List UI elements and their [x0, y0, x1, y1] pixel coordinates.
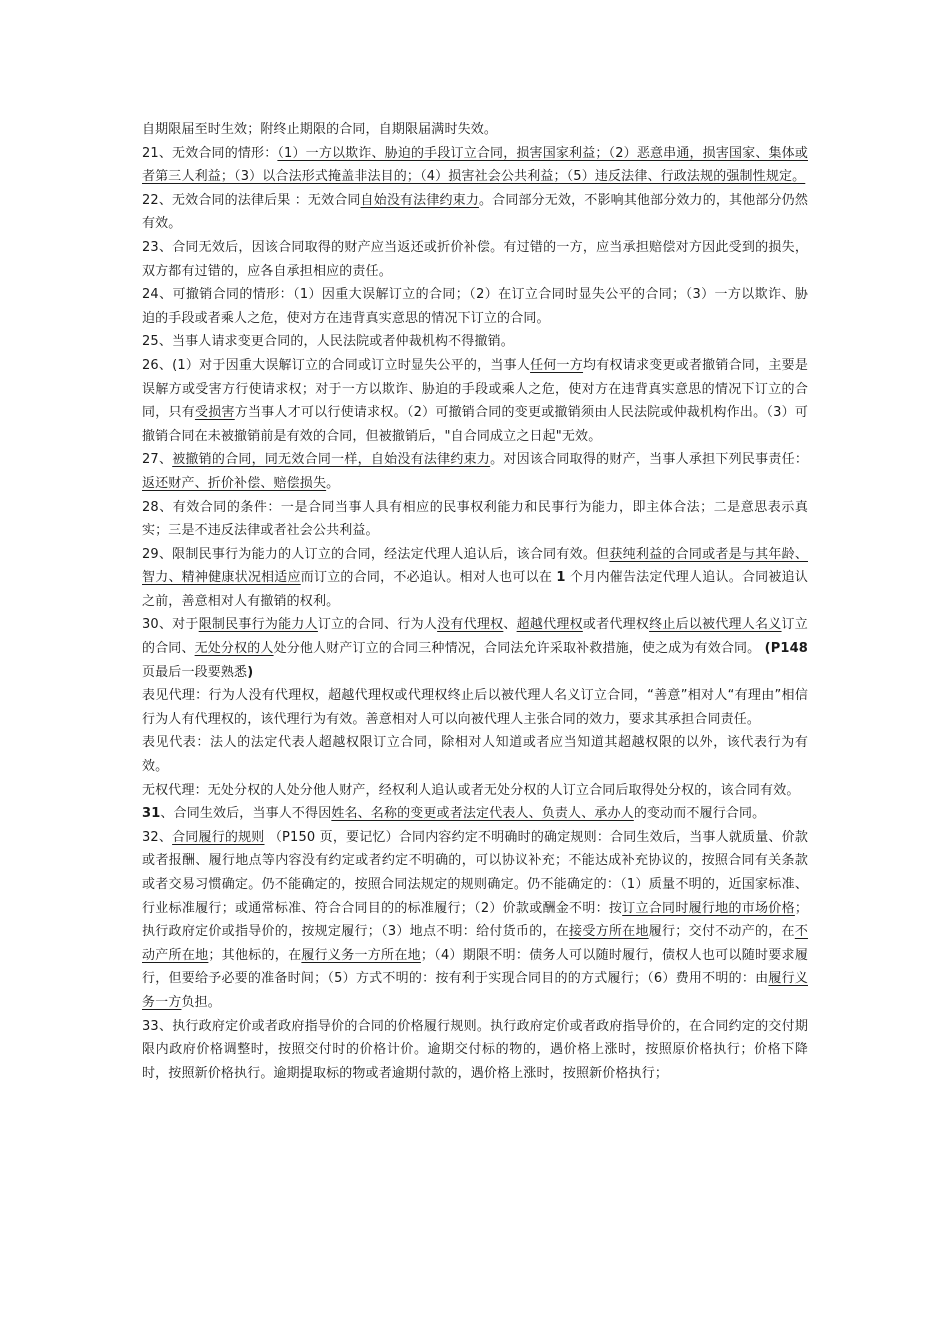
underlined-text: 超越代理权 — [516, 617, 583, 633]
text-run: 页最后一段要熟悉 — [142, 664, 248, 680]
text-run: 、合同生效后，当事人不得因 — [160, 806, 332, 822]
text-run: 23、合同无效后，因该合同取得的财产应当返还或折价补偿。有过错的一方，应当承担赔偿对方因此受到的损失，双方都有过错的，应各自承担相应的责任。 — [142, 239, 808, 279]
paragraph-apparent-representation — [142, 731, 808, 778]
bold-text: (P148 — [764, 641, 808, 657]
text-run: ；执行政府定价或指导价的，按规定履行；（3）地点不明：给付货币的，在 — [142, 900, 809, 940]
paragraph-28-valid-contract-conditions — [142, 496, 808, 543]
text-run: ；其他标的，在 — [208, 947, 302, 963]
text-run: 自期限届至时生效；附终止期限的合同，自期限届满时失效。 — [142, 122, 498, 137]
underlined-text: 履行义务一方所在地 — [301, 947, 421, 963]
text-run: 25、当事人请求变更合同的，人民法院或者仲裁机构不得撤销。 — [142, 334, 514, 350]
underlined-text: 返还财产、折价补偿、赔偿损失 — [142, 475, 327, 491]
underlined-text: 无处分权的人 — [194, 641, 274, 657]
paragraph-30-pending-validity — [142, 613, 808, 684]
text-run: 、 — [503, 617, 517, 633]
underlined-text: （1）一方以欺诈、胁迫的手段订立合同，损害国家利益；（2）恶意串通，损害国家、集体或者第三人利益；（3）以合法形式掩盖非法目的；（4）损害社会公共利益；（5）违反法律、行政法规的强制性规定。 — [142, 145, 808, 185]
text-run: 27、 — [142, 452, 173, 468]
text-run: 33、执行政府定价或者政府指导价的合同的价格履行规则。执行政府定价或者政府指导价的，在合同约定的交付期限内政府价格调整时，按照交付时的价格计价。逾期交付标的物的，遇价格上涨时，按照原价格执行；价格下降时，按照新价格执行。逾期提取标的物或者逾期付款的，遇价格上涨时，按照新价格执行； — [142, 1018, 808, 1081]
text-run: 履行；交付不动产的，在 — [648, 924, 795, 940]
document-body — [142, 118, 808, 1085]
bold-text: 1 — [556, 570, 566, 586]
text-run: 28、有效合同的条件：一是合同当事人具有相应的民事权利能力和民事行为能力，即主体合法；二是意思表示真实；三是不违反法律或者社会公共利益。 — [142, 499, 808, 539]
text-run: 。 — [326, 475, 340, 491]
paragraph-29-limited-capacity — [142, 543, 808, 614]
underlined-text: 终止后以被代理人名义 — [649, 617, 782, 633]
paragraph-27-rescinded-contract — [142, 448, 808, 495]
text-run: 。合同部分无效，不影响其他部分效力的，其他部分仍然有效。 — [142, 192, 808, 232]
paragraph-apparent-agency — [142, 684, 808, 731]
text-run: 订立的合同、 — [142, 617, 808, 657]
underlined-text: 不动产所在地 — [142, 924, 808, 963]
paragraph-23-property-return — [142, 236, 808, 283]
text-run: 22、无效合同的法律后果 ：无效合同 — [142, 192, 361, 208]
underlined-text: 获纯利益的合同或者是与其年龄、智力、精神健康状况相适应 — [142, 546, 808, 586]
underlined-text: 任何一方 — [530, 357, 584, 373]
text-run: 个月内催告法定代理人追认。合同被追认之前，善意相对人有撤销的权利。 — [142, 570, 808, 609]
text-run: 30、对于 — [142, 617, 199, 633]
underlined-text: 订立合同时履行地的市场价格 — [622, 900, 795, 916]
underlined-text: 限制民事行为能力人 — [198, 617, 318, 633]
underlined-text: 被撤销的合同，同无效合同一样，自始没有法律约束力 — [172, 452, 491, 468]
text-run: 的变动而不履行合同。 — [633, 806, 766, 822]
underlined-text: 接受方所在地 — [569, 924, 649, 940]
text-run: 表见代理：行为人没有代理权，超越代理权或代理权终止后以被代理人名义订立合同，“善意”相对人“有理由”相信行为人有代理权的，该代理行为有效。善意相对人可以向被代理人主张合同的效力，要求其承担合同责任。 — [142, 688, 808, 727]
paragraph-31-change-of-name — [142, 802, 808, 826]
text-run: 29、限制民事行为能力的人订立的合同，经法定代理人追认后，该合同有效。但 — [142, 546, 610, 562]
paragraph-33-price-rules — [142, 1015, 808, 1086]
paragraph-21-invalid-contract-cases — [142, 142, 808, 189]
paragraph-unauthorized-agency — [142, 779, 808, 803]
underlined-text: 自始没有法律约束力 — [360, 192, 479, 208]
text-run: 。对因该合同取得的财产，当事人承担下列民事责任： — [490, 452, 808, 468]
paragraph-continuation — [142, 118, 808, 142]
text-run: 表见代表：法人的法定代表人超越权限订立合同，除相对人知道或者应当知道其超越权限的以外，该代表行为有效。 — [142, 735, 808, 775]
underlined-text: 受损害 — [194, 405, 235, 421]
text-run: 而订立的合同，不必追认。相对人也可以在 — [300, 570, 557, 586]
text-run: 24、可撤销合同的情形：（1）因重大误解订立的合同；（2）在订立合同时显失公平的合同；（3）一方以欺诈、胁迫的手段或者乘人之危，使对方在违背真实意思的情况下订立的合同。 — [142, 287, 808, 326]
paragraph-25-change-request — [142, 330, 808, 354]
paragraph-22-invalid-contract-consequences — [142, 189, 808, 236]
underlined-text: 履行义务一方 — [142, 971, 808, 1010]
underlined-text: 合同履行的规则 — [172, 829, 265, 845]
underlined-text: 没有代理权 — [437, 617, 504, 633]
bold-text: 31 — [142, 806, 161, 822]
text-run: 处分他人财产订立的合同三种情况，合同法允许采取补救措施，使之成为有效合同。 — [273, 641, 765, 657]
text-run: 无权代理：无处分权的人处分他人财产，经权利人追认或者无处分权的人订立合同后取得处分权的，该合同有效。 — [142, 782, 800, 798]
text-run: 32、 — [142, 829, 173, 845]
text-run: （P150 页，要记忆）合同内容约定不明确时的确定规则：合同生效后，当事人就质量、价款或者报酬、履行地点等内容没有约定或者约定不明确的，可以协议补充；不能达成补充协议的，按照合同有关条款或者交易习惯确定。仍不能确定的，按照合同法规定的规则确定。仍不能确定的：（1）质量不明的，近国家标准、行业标准履行；或通常标准、符合合同目的的标准履行；（2）价款或酬金不明：按 — [142, 829, 808, 916]
text-run: 负担。 — [181, 994, 221, 1010]
paragraph-26-rescission-rights — [142, 354, 808, 448]
text-run: 或者代理权 — [582, 617, 650, 633]
underlined-text: 姓名、名称的变更或者法定代表人、负责人、承办人 — [331, 806, 634, 822]
text-run: 订立的合同、行为人 — [317, 617, 438, 633]
text-run: 均有权请求变更或者撤销合同，主要是误解方或受害方行使请求权；对于一方以欺诈、胁迫的手段或乘人之危，使对方在违背真实意思的情况下订立的合同，只有 — [142, 357, 808, 421]
bold-text: ) — [247, 664, 254, 680]
paragraph-24-voidable-contract-cases — [142, 283, 808, 330]
text-run: 21、无效合同的情形： — [142, 145, 278, 161]
paragraph-32-performance-rules — [142, 826, 808, 1015]
text-run: 26、(1）对于因重大误解订立的合同或订立时显失公平的，当事人 — [142, 357, 531, 373]
text-run: 方当事人才可以行使请求权。（2）可撤销合同的变更或撤销须由人民法院或仲裁机构作出。（3）可撤销合同在未被撤销前是有效的合同，但被撤销后，"自合同成立之日起"无效。 — [142, 405, 808, 444]
text-run: ；（4）期限不明：债务人可以随时履行，债权人也可以随时要求履行，但要给予必要的准备时间；（5）方式不明的：按有利于实现合同目的的方式履行；（6）费用不明的：由 — [142, 947, 808, 987]
